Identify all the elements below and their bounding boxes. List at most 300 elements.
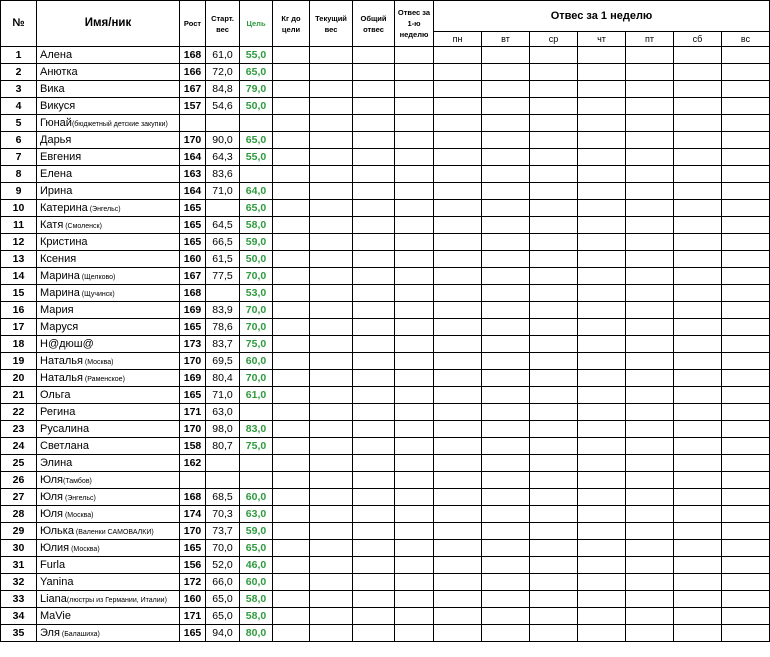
row-day-fri[interactable] <box>626 455 674 472</box>
row-name[interactable] <box>37 574 180 591</box>
row-goal[interactable]: 65,0 <box>240 540 273 557</box>
row-first-week-loss[interactable] <box>395 149 434 166</box>
row-day-thu[interactable] <box>578 438 626 455</box>
row-goal[interactable] <box>240 166 273 183</box>
row-start-weight[interactable] <box>206 285 240 302</box>
row-number[interactable]: 16 <box>1 302 37 319</box>
row-kg-to-goal[interactable] <box>273 421 310 438</box>
row-total-loss[interactable] <box>353 489 395 506</box>
row-day-tue[interactable] <box>482 217 530 234</box>
row-number[interactable]: 25 <box>1 455 37 472</box>
row-day-mon[interactable] <box>434 625 482 642</box>
row-kg-to-goal[interactable] <box>273 234 310 251</box>
row-name[interactable] <box>37 132 180 149</box>
row-day-mon[interactable] <box>434 608 482 625</box>
row-current-weight[interactable] <box>310 81 353 98</box>
row-height[interactable]: 174 <box>180 506 206 523</box>
row-name[interactable] <box>37 98 180 115</box>
row-total-loss[interactable] <box>353 319 395 336</box>
row-day-sun[interactable] <box>722 574 770 591</box>
row-day-thu[interactable] <box>578 574 626 591</box>
row-day-sun[interactable] <box>722 98 770 115</box>
row-name[interactable] <box>37 421 180 438</box>
row-start-weight[interactable]: 83,6 <box>206 166 240 183</box>
row-total-loss[interactable] <box>353 574 395 591</box>
row-day-wed[interactable] <box>530 268 578 285</box>
row-day-fri[interactable] <box>626 268 674 285</box>
row-day-thu[interactable] <box>578 47 626 64</box>
row-total-loss[interactable] <box>353 64 395 81</box>
row-start-weight[interactable]: 70,0 <box>206 540 240 557</box>
row-goal[interactable]: 61,0 <box>240 387 273 404</box>
row-height[interactable]: 165 <box>180 540 206 557</box>
row-day-mon[interactable] <box>434 404 482 421</box>
row-day-tue[interactable] <box>482 115 530 132</box>
row-kg-to-goal[interactable] <box>273 302 310 319</box>
row-day-wed[interactable] <box>530 200 578 217</box>
row-first-week-loss[interactable] <box>395 404 434 421</box>
row-day-thu[interactable] <box>578 98 626 115</box>
row-day-tue[interactable] <box>482 353 530 370</box>
row-first-week-loss[interactable] <box>395 370 434 387</box>
row-current-weight[interactable] <box>310 353 353 370</box>
row-day-wed[interactable] <box>530 251 578 268</box>
row-day-wed[interactable] <box>530 319 578 336</box>
row-name[interactable] <box>37 319 180 336</box>
row-current-weight[interactable] <box>310 438 353 455</box>
row-number[interactable]: 9 <box>1 183 37 200</box>
row-day-sun[interactable] <box>722 540 770 557</box>
row-day-wed[interactable] <box>530 608 578 625</box>
row-day-thu[interactable] <box>578 472 626 489</box>
row-day-sat[interactable] <box>674 217 722 234</box>
row-kg-to-goal[interactable] <box>273 132 310 149</box>
row-goal[interactable]: 70,0 <box>240 302 273 319</box>
row-total-loss[interactable] <box>353 268 395 285</box>
row-day-thu[interactable] <box>578 115 626 132</box>
row-current-weight[interactable] <box>310 455 353 472</box>
row-day-fri[interactable] <box>626 217 674 234</box>
row-goal[interactable]: 63,0 <box>240 506 273 523</box>
row-height[interactable]: 158 <box>180 438 206 455</box>
row-day-sun[interactable] <box>722 455 770 472</box>
row-first-week-loss[interactable] <box>395 98 434 115</box>
row-day-mon[interactable] <box>434 251 482 268</box>
row-current-weight[interactable] <box>310 404 353 421</box>
row-day-mon[interactable] <box>434 166 482 183</box>
row-goal[interactable]: 70,0 <box>240 268 273 285</box>
row-height[interactable]: 163 <box>180 166 206 183</box>
row-day-sun[interactable] <box>722 268 770 285</box>
row-current-weight[interactable] <box>310 132 353 149</box>
row-day-wed[interactable] <box>530 404 578 421</box>
row-day-sat[interactable] <box>674 183 722 200</box>
row-day-sun[interactable] <box>722 166 770 183</box>
row-current-weight[interactable] <box>310 421 353 438</box>
row-current-weight[interactable] <box>310 625 353 642</box>
row-height[interactable]: 171 <box>180 608 206 625</box>
row-day-wed[interactable] <box>530 217 578 234</box>
row-day-fri[interactable] <box>626 574 674 591</box>
row-total-loss[interactable] <box>353 472 395 489</box>
row-day-mon[interactable] <box>434 591 482 608</box>
row-day-wed[interactable] <box>530 438 578 455</box>
row-total-loss[interactable] <box>353 98 395 115</box>
row-height[interactable]: 165 <box>180 387 206 404</box>
row-name[interactable] <box>37 506 180 523</box>
row-day-wed[interactable] <box>530 591 578 608</box>
row-day-thu[interactable] <box>578 353 626 370</box>
row-start-weight[interactable]: 94,0 <box>206 625 240 642</box>
row-day-tue[interactable] <box>482 404 530 421</box>
row-day-mon[interactable] <box>434 489 482 506</box>
row-day-wed[interactable] <box>530 489 578 506</box>
row-height[interactable]: 170 <box>180 353 206 370</box>
row-first-week-loss[interactable] <box>395 455 434 472</box>
row-day-sat[interactable] <box>674 319 722 336</box>
row-first-week-loss[interactable] <box>395 81 434 98</box>
row-start-weight[interactable]: 70,3 <box>206 506 240 523</box>
row-start-weight[interactable]: 71,0 <box>206 183 240 200</box>
row-day-sun[interactable] <box>722 489 770 506</box>
row-number[interactable]: 19 <box>1 353 37 370</box>
row-current-weight[interactable] <box>310 336 353 353</box>
row-first-week-loss[interactable] <box>395 166 434 183</box>
row-current-weight[interactable] <box>310 489 353 506</box>
row-day-mon[interactable] <box>434 285 482 302</box>
row-day-sat[interactable] <box>674 523 722 540</box>
row-day-sun[interactable] <box>722 472 770 489</box>
row-day-wed[interactable] <box>530 132 578 149</box>
row-current-weight[interactable] <box>310 302 353 319</box>
row-number[interactable]: 18 <box>1 336 37 353</box>
row-name[interactable] <box>37 387 180 404</box>
row-current-weight[interactable] <box>310 557 353 574</box>
row-name[interactable] <box>37 285 180 302</box>
row-day-wed[interactable] <box>530 302 578 319</box>
row-day-wed[interactable] <box>530 625 578 642</box>
row-goal[interactable]: 60,0 <box>240 574 273 591</box>
row-day-mon[interactable] <box>434 438 482 455</box>
row-kg-to-goal[interactable] <box>273 336 310 353</box>
row-day-fri[interactable] <box>626 353 674 370</box>
row-goal[interactable]: 50,0 <box>240 98 273 115</box>
row-day-fri[interactable] <box>626 234 674 251</box>
row-start-weight[interactable]: 68,5 <box>206 489 240 506</box>
row-goal[interactable]: 55,0 <box>240 149 273 166</box>
row-total-loss[interactable] <box>353 234 395 251</box>
row-name[interactable] <box>37 523 180 540</box>
row-first-week-loss[interactable] <box>395 217 434 234</box>
row-day-sun[interactable] <box>722 404 770 421</box>
row-day-sun[interactable] <box>722 149 770 166</box>
row-current-weight[interactable] <box>310 149 353 166</box>
row-day-wed[interactable] <box>530 149 578 166</box>
row-current-weight[interactable] <box>310 387 353 404</box>
row-height[interactable]: 162 <box>180 455 206 472</box>
row-day-wed[interactable] <box>530 336 578 353</box>
row-kg-to-goal[interactable] <box>273 370 310 387</box>
row-goal[interactable]: 60,0 <box>240 353 273 370</box>
row-day-mon[interactable] <box>434 81 482 98</box>
row-height[interactable]: 165 <box>180 200 206 217</box>
row-day-sat[interactable] <box>674 47 722 64</box>
row-number[interactable]: 4 <box>1 98 37 115</box>
row-day-mon[interactable] <box>434 64 482 81</box>
row-day-tue[interactable] <box>482 523 530 540</box>
row-current-weight[interactable] <box>310 591 353 608</box>
row-total-loss[interactable] <box>353 370 395 387</box>
row-start-weight[interactable]: 98,0 <box>206 421 240 438</box>
row-goal[interactable]: 80,0 <box>240 625 273 642</box>
row-name[interactable] <box>37 455 180 472</box>
row-day-mon[interactable] <box>434 540 482 557</box>
row-kg-to-goal[interactable] <box>273 591 310 608</box>
row-day-mon[interactable] <box>434 557 482 574</box>
row-height[interactable]: 169 <box>180 302 206 319</box>
row-total-loss[interactable] <box>353 81 395 98</box>
row-day-tue[interactable] <box>482 421 530 438</box>
row-first-week-loss[interactable] <box>395 574 434 591</box>
row-day-thu[interactable] <box>578 608 626 625</box>
row-day-tue[interactable] <box>482 506 530 523</box>
row-name[interactable] <box>37 149 180 166</box>
row-number[interactable]: 13 <box>1 251 37 268</box>
row-goal[interactable]: 75,0 <box>240 336 273 353</box>
row-total-loss[interactable] <box>353 285 395 302</box>
row-current-weight[interactable] <box>310 285 353 302</box>
row-first-week-loss[interactable] <box>395 183 434 200</box>
row-name[interactable] <box>37 81 180 98</box>
row-day-sat[interactable] <box>674 438 722 455</box>
row-current-weight[interactable] <box>310 200 353 217</box>
row-goal[interactable]: 70,0 <box>240 319 273 336</box>
row-day-tue[interactable] <box>482 285 530 302</box>
row-day-tue[interactable] <box>482 132 530 149</box>
row-total-loss[interactable] <box>353 251 395 268</box>
row-current-weight[interactable] <box>310 608 353 625</box>
row-height[interactable]: 156 <box>180 557 206 574</box>
row-goal[interactable]: 65,0 <box>240 64 273 81</box>
row-total-loss[interactable] <box>353 115 395 132</box>
row-day-sun[interactable] <box>722 608 770 625</box>
row-goal[interactable]: 46,0 <box>240 557 273 574</box>
row-goal[interactable] <box>240 115 273 132</box>
row-start-weight[interactable]: 64,3 <box>206 149 240 166</box>
row-day-sat[interactable] <box>674 370 722 387</box>
row-day-wed[interactable] <box>530 574 578 591</box>
row-name[interactable] <box>37 438 180 455</box>
row-start-weight[interactable]: 69,5 <box>206 353 240 370</box>
row-name[interactable] <box>37 608 180 625</box>
row-day-fri[interactable] <box>626 489 674 506</box>
row-day-mon[interactable] <box>434 132 482 149</box>
row-day-wed[interactable] <box>530 387 578 404</box>
row-number[interactable]: 1 <box>1 47 37 64</box>
row-start-weight[interactable]: 71,0 <box>206 387 240 404</box>
row-day-fri[interactable] <box>626 506 674 523</box>
row-kg-to-goal[interactable] <box>273 285 310 302</box>
row-first-week-loss[interactable] <box>395 489 434 506</box>
row-day-wed[interactable] <box>530 234 578 251</box>
row-day-mon[interactable] <box>434 234 482 251</box>
row-day-mon[interactable] <box>434 455 482 472</box>
row-height[interactable]: 170 <box>180 132 206 149</box>
row-kg-to-goal[interactable] <box>273 217 310 234</box>
row-current-weight[interactable] <box>310 268 353 285</box>
row-total-loss[interactable] <box>353 47 395 64</box>
row-day-thu[interactable] <box>578 404 626 421</box>
row-height[interactable]: 165 <box>180 625 206 642</box>
row-first-week-loss[interactable] <box>395 506 434 523</box>
row-number[interactable]: 28 <box>1 506 37 523</box>
row-name[interactable] <box>37 200 180 217</box>
row-day-sat[interactable] <box>674 574 722 591</box>
row-day-sun[interactable] <box>722 591 770 608</box>
row-day-fri[interactable] <box>626 302 674 319</box>
row-first-week-loss[interactable] <box>395 234 434 251</box>
row-name[interactable] <box>37 625 180 642</box>
row-kg-to-goal[interactable] <box>273 472 310 489</box>
row-day-fri[interactable] <box>626 421 674 438</box>
row-total-loss[interactable] <box>353 523 395 540</box>
row-first-week-loss[interactable] <box>395 625 434 642</box>
row-kg-to-goal[interactable] <box>273 455 310 472</box>
row-day-thu[interactable] <box>578 217 626 234</box>
row-first-week-loss[interactable] <box>395 336 434 353</box>
row-goal[interactable]: 58,0 <box>240 591 273 608</box>
row-day-sun[interactable] <box>722 251 770 268</box>
row-day-tue[interactable] <box>482 64 530 81</box>
row-number[interactable]: 30 <box>1 540 37 557</box>
row-current-weight[interactable] <box>310 98 353 115</box>
row-day-wed[interactable] <box>530 472 578 489</box>
row-day-mon[interactable] <box>434 115 482 132</box>
row-name[interactable] <box>37 302 180 319</box>
row-current-weight[interactable] <box>310 370 353 387</box>
row-kg-to-goal[interactable] <box>273 625 310 642</box>
row-total-loss[interactable] <box>353 421 395 438</box>
row-start-weight[interactable]: 72,0 <box>206 64 240 81</box>
row-day-thu[interactable] <box>578 319 626 336</box>
row-total-loss[interactable] <box>353 336 395 353</box>
row-day-thu[interactable] <box>578 506 626 523</box>
row-number[interactable]: 32 <box>1 574 37 591</box>
row-current-weight[interactable] <box>310 234 353 251</box>
row-day-tue[interactable] <box>482 591 530 608</box>
row-goal[interactable]: 58,0 <box>240 608 273 625</box>
row-day-sun[interactable] <box>722 64 770 81</box>
row-kg-to-goal[interactable] <box>273 353 310 370</box>
row-goal[interactable]: 75,0 <box>240 438 273 455</box>
row-goal[interactable]: 60,0 <box>240 489 273 506</box>
row-kg-to-goal[interactable] <box>273 81 310 98</box>
row-day-tue[interactable] <box>482 302 530 319</box>
row-kg-to-goal[interactable] <box>273 183 310 200</box>
row-name[interactable] <box>37 591 180 608</box>
row-height[interactable]: 168 <box>180 489 206 506</box>
row-start-weight[interactable]: 73,7 <box>206 523 240 540</box>
row-start-weight[interactable]: 64,5 <box>206 217 240 234</box>
row-height[interactable]: 170 <box>180 523 206 540</box>
row-day-sun[interactable] <box>722 183 770 200</box>
row-kg-to-goal[interactable] <box>273 268 310 285</box>
row-day-thu[interactable] <box>578 81 626 98</box>
row-goal[interactable]: 79,0 <box>240 81 273 98</box>
row-day-wed[interactable] <box>530 557 578 574</box>
row-day-sun[interactable] <box>722 200 770 217</box>
row-height[interactable] <box>180 115 206 132</box>
row-first-week-loss[interactable] <box>395 387 434 404</box>
row-height[interactable]: 167 <box>180 81 206 98</box>
row-kg-to-goal[interactable] <box>273 404 310 421</box>
row-day-fri[interactable] <box>626 149 674 166</box>
row-total-loss[interactable] <box>353 438 395 455</box>
row-kg-to-goal[interactable] <box>273 438 310 455</box>
row-name[interactable] <box>37 557 180 574</box>
row-height[interactable]: 165 <box>180 217 206 234</box>
row-height[interactable]: 157 <box>180 98 206 115</box>
row-day-thu[interactable] <box>578 523 626 540</box>
row-current-weight[interactable] <box>310 183 353 200</box>
row-current-weight[interactable] <box>310 166 353 183</box>
row-first-week-loss[interactable] <box>395 115 434 132</box>
row-name[interactable] <box>37 268 180 285</box>
row-current-weight[interactable] <box>310 115 353 132</box>
row-start-weight[interactable]: 61,5 <box>206 251 240 268</box>
row-day-wed[interactable] <box>530 115 578 132</box>
row-day-tue[interactable] <box>482 455 530 472</box>
row-total-loss[interactable] <box>353 404 395 421</box>
row-day-wed[interactable] <box>530 523 578 540</box>
row-name[interactable] <box>37 336 180 353</box>
row-day-sat[interactable] <box>674 455 722 472</box>
row-first-week-loss[interactable] <box>395 523 434 540</box>
row-day-thu[interactable] <box>578 540 626 557</box>
row-day-sun[interactable] <box>722 319 770 336</box>
row-day-thu[interactable] <box>578 132 626 149</box>
row-kg-to-goal[interactable] <box>273 200 310 217</box>
row-day-wed[interactable] <box>530 421 578 438</box>
row-name[interactable] <box>37 64 180 81</box>
row-day-mon[interactable] <box>434 506 482 523</box>
row-day-sat[interactable] <box>674 506 722 523</box>
row-total-loss[interactable] <box>353 132 395 149</box>
row-day-tue[interactable] <box>482 47 530 64</box>
row-kg-to-goal[interactable] <box>273 540 310 557</box>
row-number[interactable]: 34 <box>1 608 37 625</box>
row-height[interactable]: 168 <box>180 285 206 302</box>
row-start-weight[interactable] <box>206 115 240 132</box>
row-day-sat[interactable] <box>674 166 722 183</box>
row-day-sun[interactable] <box>722 421 770 438</box>
row-total-loss[interactable] <box>353 302 395 319</box>
row-number[interactable]: 7 <box>1 149 37 166</box>
row-number[interactable]: 33 <box>1 591 37 608</box>
row-number[interactable]: 23 <box>1 421 37 438</box>
row-height[interactable]: 173 <box>180 336 206 353</box>
row-day-thu[interactable] <box>578 625 626 642</box>
row-number[interactable]: 17 <box>1 319 37 336</box>
row-day-mon[interactable] <box>434 353 482 370</box>
row-name[interactable] <box>37 251 180 268</box>
row-day-tue[interactable] <box>482 336 530 353</box>
row-day-thu[interactable] <box>578 285 626 302</box>
row-start-weight[interactable]: 84,8 <box>206 81 240 98</box>
row-day-sun[interactable] <box>722 438 770 455</box>
row-number[interactable]: 31 <box>1 557 37 574</box>
row-first-week-loss[interactable] <box>395 608 434 625</box>
